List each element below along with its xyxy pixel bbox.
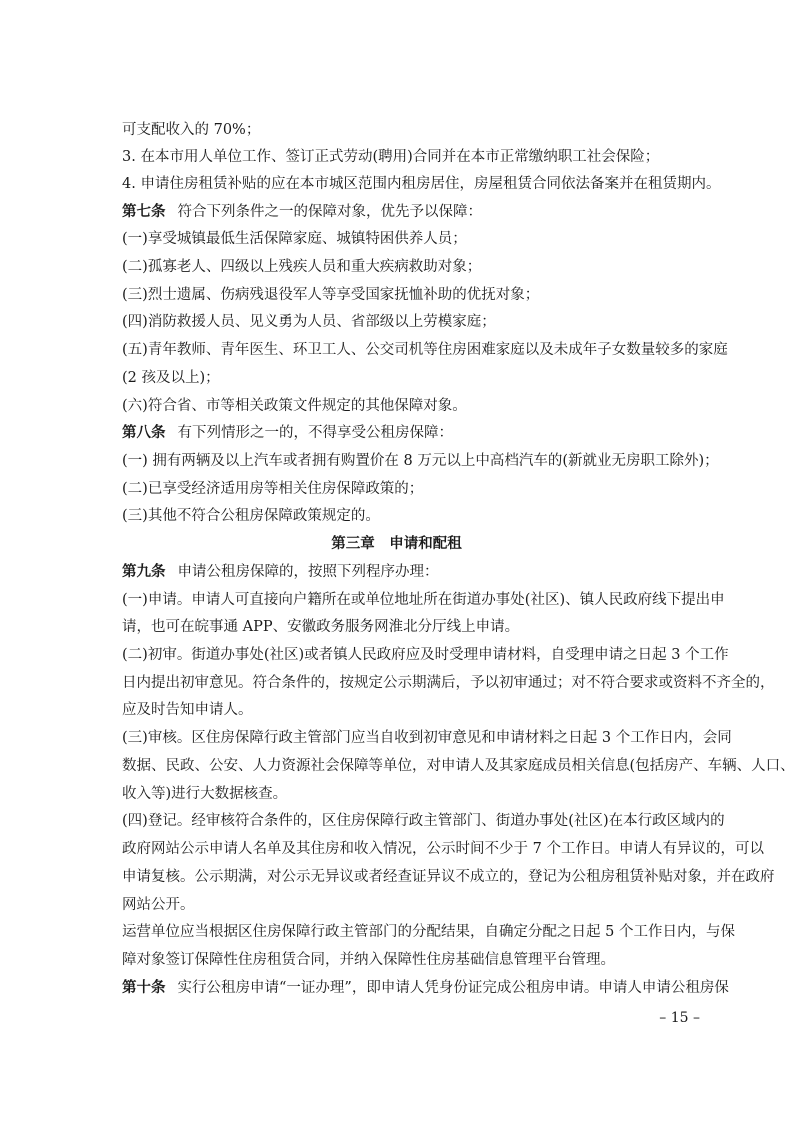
text-line: (四)消防救援人员、见义勇为人员、省部级以上劳模家庭； (122, 314, 496, 330)
text-line: (六)符合省、市等相关政策文件规定的其他保障对象。 (122, 398, 467, 414)
article-number: 第七条 (122, 204, 166, 220)
text-line: (三)审核。区住房保障行政主管部门应当自收到初审意见和申请材料之日起 3 个工作日内，会同 (122, 730, 732, 746)
text-line: 请，也可在皖事通 APP、安徽政务服务网淮北分厅线上申请。 (122, 619, 520, 635)
article-number: 第十条 (122, 980, 166, 996)
text-line: 数据、民政、公安、人力资源社会保障等单位，对申请人及其家庭成员相关信息(包括房产、车辆、人口、 (122, 758, 795, 774)
text-line: 收入等)进行大数据核查。 (122, 786, 288, 802)
text-line: 日内提出初审意见。符合条件的，按规定公示期满后，予以初审通过；对不符合要求或资料不齐全的， (122, 675, 775, 691)
text-line: (五)青年教师、青年医生、环卫工人、公交司机等住房困难家庭以及未成年子女数量较多的家庭 (122, 342, 728, 358)
text-line: 运营单位应当根据区住房保障行政主管部门的分配结果，自确定分配之日起 5 个工作日内，与保 (122, 924, 735, 940)
text-line: 应及时告知申请人。 (122, 702, 253, 718)
text-line: (三)烈士遗属、伤病残退役军人等享受国家抚恤补助的优抚对象； (122, 287, 540, 303)
text-line: 政府网站公示申请人名单及其住房和收入情况，公示时间不少于 7 个工作日。申请人有异议的，可以 (122, 841, 764, 857)
text-line: 障对象签订保障性住房租赁合同，并纳入保障性住房基础信息管理平台管理。 (122, 952, 615, 968)
article-number: 第八条 (122, 425, 166, 441)
text-line: (一) 拥有两辆及以上汽车或者拥有购置价在 8 万元以上中高档汽车的(新就业无房职工除外)； (122, 453, 719, 469)
text-line: (二)初审。街道办事处(社区)或者镇人民政府应及时受理申请材料，自受理申请之日起 3 个工作 (122, 647, 729, 663)
text-line: 网站公开。 (122, 897, 195, 913)
article-10-paragraph: 第十条 实行公租房申请“一证办理”，即申请人凭身份证完成公租房申请。申请人申请公租房保 (122, 980, 729, 996)
chapter-heading: 第三章 申请和配租 (331, 536, 462, 552)
article-9-paragraph: 第九条 申请公租房保障的，按照下列程序办理： (122, 564, 439, 580)
text-line: 3. 在本市用人单位工作、签订正式劳动(聘用)合同并在本市正常缴纳职工社会保险； (122, 149, 660, 165)
text-line: (二)已享受经济适用房等相关住房保障政策的； (122, 481, 424, 497)
text-line: (四)登记。经审核符合条件的，区住房保障行政主管部门、街道办事处(社区)在本行政区域内的 (122, 813, 725, 829)
text-line: 4. 申请住房租赁补贴的应在本市城区范围内租房居住，房屋租赁合同依法备案并在租赁期内。 (122, 176, 721, 192)
article-7-paragraph: 第七条 符合下列条件之一的保障对象，优先予以保障： (122, 204, 482, 220)
text-line: (三)其他不符合公租房保障政策规定的。 (122, 508, 380, 524)
article-8-paragraph: 第八条 有下列情形之一的，不得享受公租房保障： (122, 425, 453, 441)
text-line: (二)孤寡老人、四级以上残疾人员和重大疾病救助对象； (122, 259, 482, 275)
text-line: 可支配收入的 70%； (122, 122, 261, 138)
text-line: (一)享受城镇最低生活保障家庭、城镇特困供养人员； (122, 231, 467, 247)
article-number: 第九条 (122, 564, 166, 580)
text-line: 申请复核。公示期满，对公示无异议或者经查证异议不成立的，登记为公租房租赁补贴对象，并在政府 (122, 869, 775, 885)
page-number: – 15 – (659, 1010, 700, 1026)
text-line: (2 孩及以上)； (122, 370, 220, 386)
text-line: (一)申请。申请人可直接向户籍所在或单位地址所在街道办事处(社区)、镇人民政府线下提出申 (122, 592, 725, 608)
